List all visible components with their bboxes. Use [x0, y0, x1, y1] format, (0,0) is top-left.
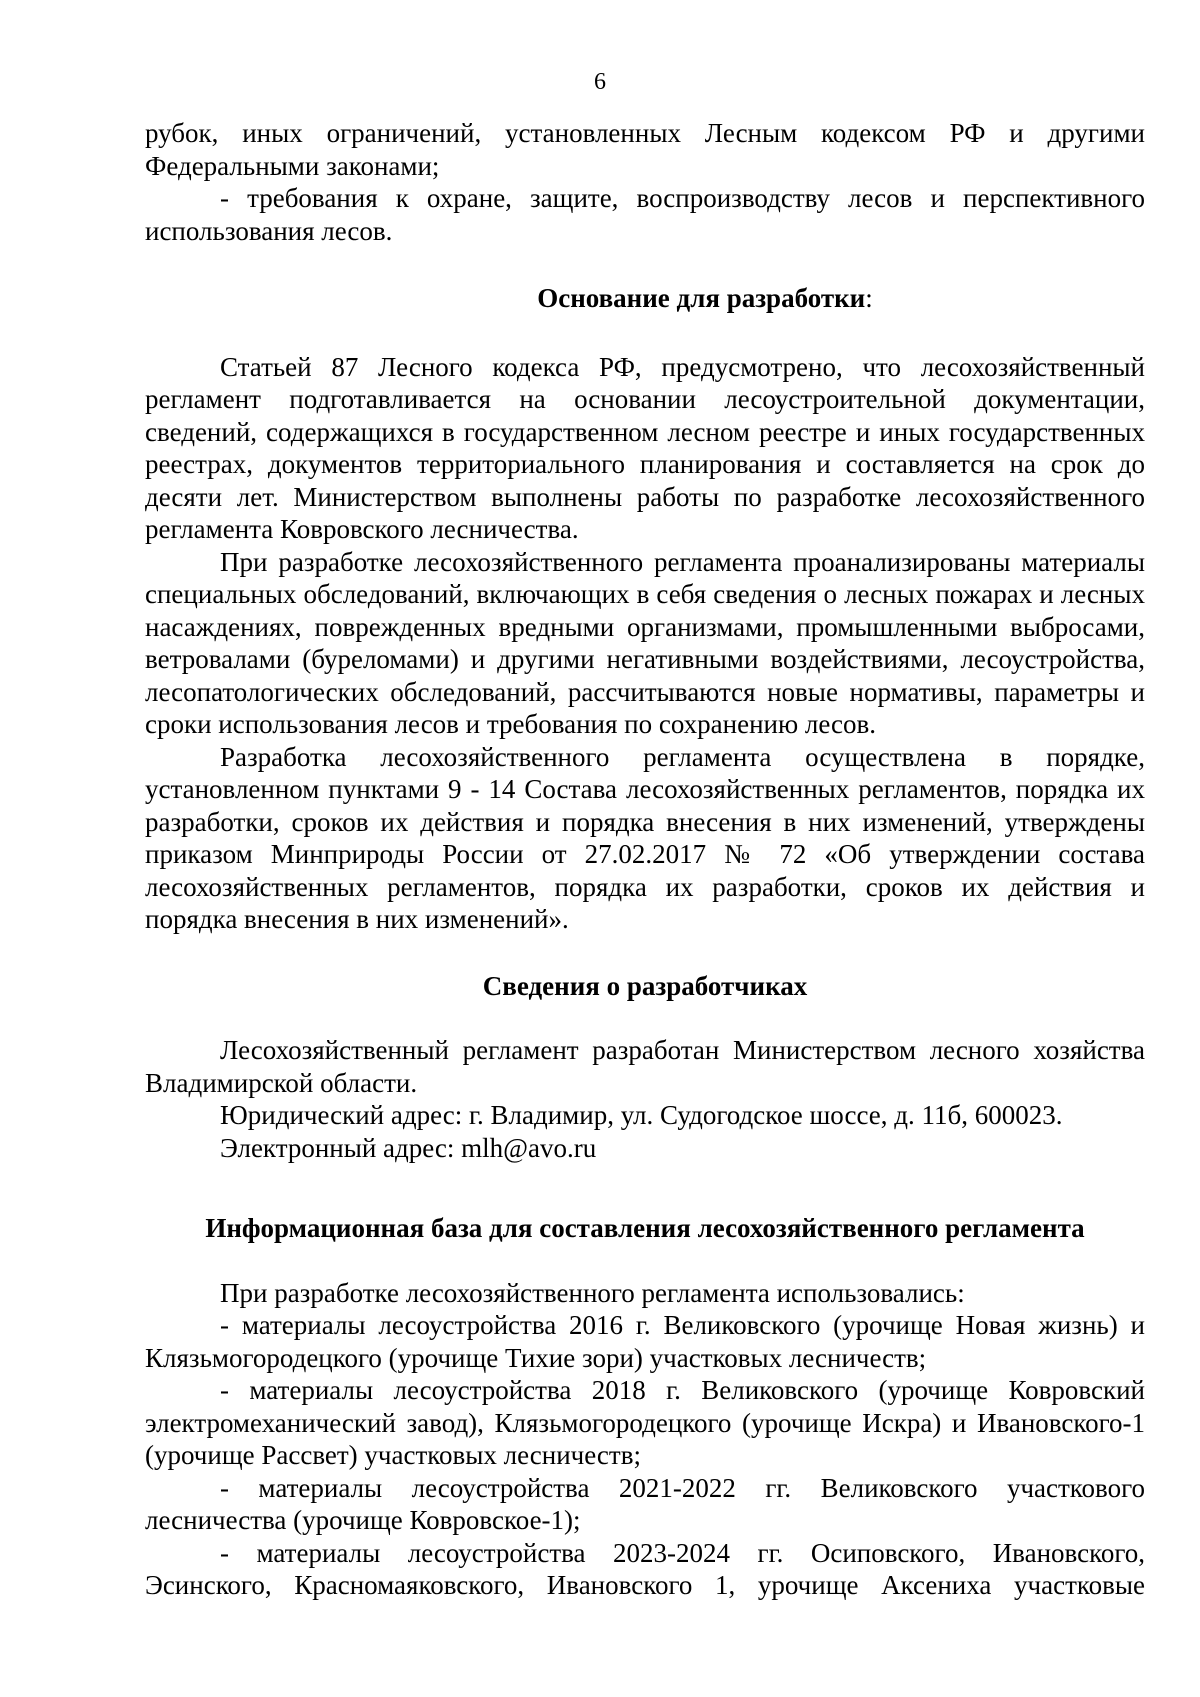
email-address: Электронный адрес: mlh@avo.ru — [220, 1132, 597, 1163]
info-base-item-4: - материалы лесоустройства 2023-2024 гг. Осиповского, Ивановского, Эсинского, Красномаяковского, Ивановского 1, урочище Аксениха участковые — [145, 1537, 1145, 1600]
intro-paragraph-1: рубок, иных ограничений, установленных Лесным кодексом РФ и другими Федеральными законами; — [145, 118, 1145, 181]
basis-paragraph-2: При разработке лесохозяйственного регламента проанализированы материалы специальных обследований, включающих в себя сведения о лесных пожарах и лесных насаждениях, поврежденных вредными организмами, промышленными выбросами, ветровалами (буреломами) и другими негативными воздействиями, лесоустройства, лесопатологических обследований, рассчитываются новые нормативы, параметры и сроки использования лесов и требования по сохранению лесов. — [145, 546, 1145, 739]
basis-paragraph-1: Статьей 87 Лесного кодекса РФ, предусмотрено, что лесохозяйственный регламент подготавливается на основании лесоустроительной документации, сведений, содержащихся в государственном лесном реестре и иных государственных реестрах, документов территориального планирования и составляется на срок до десяти лет. Министерством выполнены работы по разработке лесохозяйственного регламента Ковровского лесничества. — [145, 351, 1145, 544]
info-base-item-1: - материалы лесоустройства 2016 г. Великовского (урочище Новая жизнь) и Клязьмогородецкого (урочище Тихие зори) участковых лесничеств; — [145, 1310, 1145, 1373]
developers-heading: Сведения о разработчиках — [482, 970, 808, 1001]
basis-heading-colon: : — [865, 283, 873, 313]
intro-paragraph-2: - требования к охране, защите, воспроизводству лесов и перспективного использования лесов. — [145, 183, 1145, 246]
basis-heading — [145, 282, 1145, 315]
info-base-heading: Информационная база для составления лесохозяйственного регламента — [205, 1213, 1085, 1243]
developers-paragraph-1: Лесохозяйственный регламент разработан Министерством лесного хозяйства Владимирской области. — [145, 1035, 1145, 1098]
page-number: 6 — [594, 69, 606, 95]
info-base-item-3: - материалы лесоустройства 2021-2022 гг. Великовского участкового лесничества (урочище Ковровское-1); — [145, 1472, 1145, 1535]
basis-heading-text: Основание для разработки — [537, 283, 866, 313]
page-content — [145, 117, 1145, 1602]
legal-address: Юридический адрес: г. Владимир, ул. Судогодское шоссе, д. 11б, 600023. — [220, 1100, 1063, 1130]
basis-paragraph-3: Разработка лесохозяйственного регламента осуществлена в порядке, установленном пунктами 9 - 14 Состава лесохозяйственных регламентов, порядка их разработки, сроков их действия и порядка внесения в них изменений, утверждены приказом Минприроды России от 27.02.2017 № 72 «Об утверждении состава лесохозяйственных регламентов, порядка их разработки, сроков их действия и порядка внесения в них изменений». — [145, 741, 1145, 934]
info-base-paragraph-1: При разработке лесохозяйственного регламента использовались: — [220, 1277, 965, 1308]
info-base-item-2: - материалы лесоустройства 2018 г. Великовского (урочище Ковровский электромеханический завод), Клязьмогородецкого (урочище Искра) и Ивановского-1 (урочище Рассвет) участковых лесничеств; — [145, 1375, 1145, 1470]
